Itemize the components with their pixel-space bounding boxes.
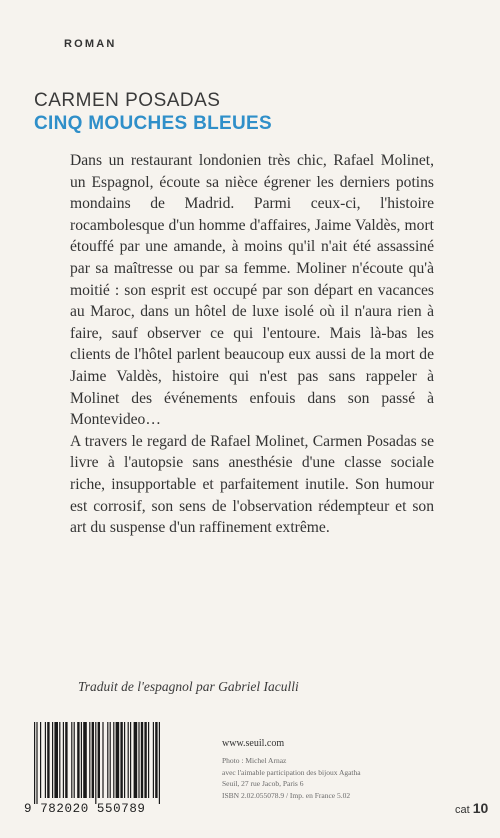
barcode-bar <box>134 722 138 798</box>
barcode-bar <box>63 722 64 798</box>
barcode-bar <box>34 722 35 804</box>
blurb-paragraph-2: A travers le regard de Rafael Molinet, Carmen Posadas se livre à l'autopsie sans anesthésie d'une classe sociale riche, insupportable et parfaitement inutile. Son humour est corrosif, son sens de l'observation rédempteur et son art du suspense d'un raffinement extrême. <box>70 432 434 537</box>
isbn-barcode <box>24 722 214 817</box>
credit-line: Seuil, 27 rue Jacob, Paris 6 <box>222 779 304 788</box>
category-label: cat <box>455 804 470 816</box>
barcode-bar <box>102 722 103 798</box>
barcode-bar <box>144 722 146 798</box>
barcode-bar <box>124 722 125 798</box>
barcode-bar <box>159 722 160 804</box>
barcode-bar <box>81 722 82 798</box>
barcode-bar <box>74 722 75 798</box>
credit-line: Photo : Michel Arnaz <box>222 756 287 765</box>
category-value: 10 <box>472 800 489 816</box>
barcode-bar <box>120 722 122 798</box>
publisher-credits <box>222 755 480 801</box>
barcode-bar <box>107 722 108 798</box>
credit-line: avec l'aimable participation des bijoux Agatha <box>222 767 361 777</box>
credit-line: ISBN 2.02.055078.9 / Imp. en France 5.02 <box>222 790 351 800</box>
barcode-bar <box>45 722 46 798</box>
barcode-bar <box>71 722 72 798</box>
author-name: CARMEN POSADAS <box>34 90 221 111</box>
barcode-bars <box>24 722 214 804</box>
barcode-bar <box>59 722 60 798</box>
barcode-bar <box>77 722 79 798</box>
book-title: CINQ MOUCHES BLEUES <box>34 113 272 134</box>
barcode-bar <box>40 722 41 798</box>
barcode-bar <box>36 722 37 804</box>
barcode-bar <box>52 722 53 798</box>
barcode-bar <box>54 722 58 798</box>
back-cover-blurb <box>70 150 434 539</box>
barcode-bar <box>148 722 149 798</box>
barcode-bar <box>113 722 114 798</box>
translator-credit: Traduit de l'espagnol par Gabriel Iaculli <box>78 679 299 694</box>
barcode-bar <box>155 722 157 798</box>
category-code <box>455 800 488 816</box>
blurb-paragraph-1: Dans un restaurant londonien très chic, Rafael Molinet, un Espagnol, écoute sa nièce égrener les derniers potins mondains de Madrid. Parmi ceux-ci, l'histoire rocambolesque d'un homme d'affaires, Jaime Valdès, mort étouffé par une amande, à moins qu'il n'ait été assassiné par sa maîtresse ou par sa femme. Moliner n'écoute qu'à moitié : son esprit est occupé par son départ en vacances au Maroc, dans un hôtel de luxe isolé où il n'aura rien à faire, sauf observer ce qui l'entoure. Mais là-bas les clients de l'hôtel parlent beaucoup eux aussi de la mort de Jaime Valdès, histoire qui n'est pas sans rappeler à Molinet des événements enfouis dans son passé à Montevideo… <box>70 152 434 429</box>
barcode-bar <box>110 722 111 798</box>
barcode-bar <box>153 722 154 798</box>
barcode-bar <box>65 722 67 798</box>
barcode-number: 9 782020 550789 <box>24 802 146 816</box>
barcode-bar <box>141 722 143 798</box>
barcode-bar <box>92 722 94 798</box>
barcode-bar <box>130 722 131 798</box>
publisher-website: www.seuil.com <box>222 738 285 749</box>
barcode-bar <box>89 722 90 798</box>
barcode-bar <box>116 722 120 798</box>
barcode-bar <box>95 722 96 804</box>
barcode-bar <box>128 722 129 798</box>
barcode-bar <box>98 722 100 798</box>
barcode-bar <box>47 722 49 798</box>
genre-label: ROMAN <box>64 38 117 50</box>
barcode-bar <box>83 722 87 798</box>
barcode-bar <box>138 722 139 798</box>
